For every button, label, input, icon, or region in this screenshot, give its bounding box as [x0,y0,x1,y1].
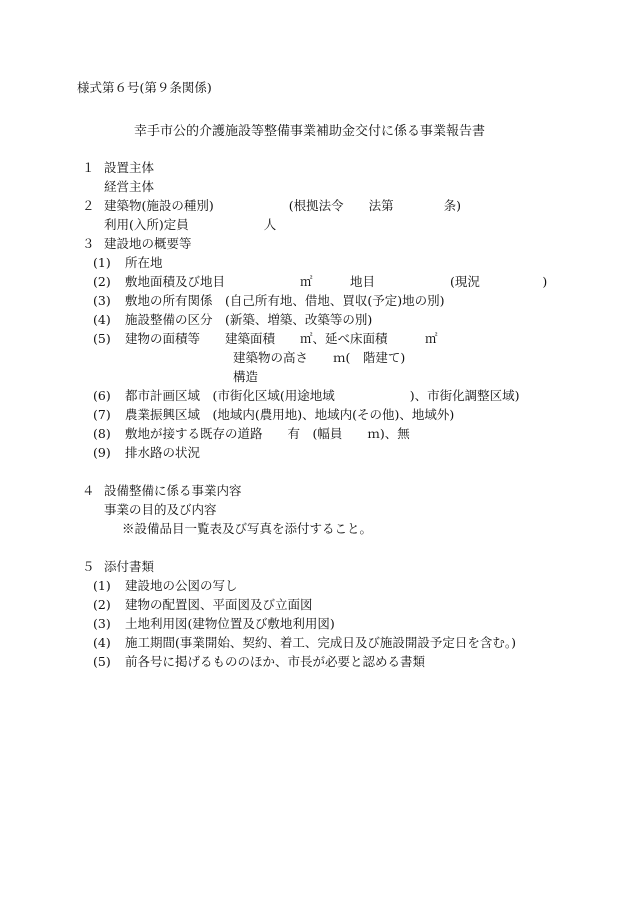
subitem-number: (3) [93,616,111,631]
item-text: 建築物(施設の種別) (根拠法令 法第 条) [104,198,462,213]
item-text: 建物の配置図、平面図及び立面図 [125,597,313,612]
subitem-number: (4) [93,635,111,650]
item-text: 前各号に掲げるもののほか、市長が必要と認める書類 [125,654,426,669]
section-number: １ [82,160,95,175]
item-text: 排水路の状況 [125,445,201,460]
item-text: 事業の目的及び内容 [104,502,217,517]
section-number: ３ [82,236,95,251]
section-heading: 建設地の概要等 [104,236,192,251]
item-text: 建築物の高さ ｍ( 階建て) [233,350,406,365]
item-text: 利用(入所)定員 人 [104,217,277,232]
subitem-number: (5) [93,331,111,346]
subitem-number: (4) [93,312,111,327]
subitem-number: (5) [93,654,111,669]
item-text: 施工期間(事業開始、契約、着工、完成日及び施設開設予定日を含む。) [125,635,517,650]
item-text: 建設地の公図の写し [125,578,238,593]
subitem-number: (6) [93,388,111,403]
item-text: 敷地面積及び地目 ㎡ 地目 (現況 ) [125,274,548,289]
item-text: 構造 [233,369,259,384]
document-title: 幸手市公的介護施設等整備事業補助金交付に係る事業報告書 [134,124,486,139]
section-heading: 添付書類 [104,559,155,574]
subitem-number: (2) [93,597,111,612]
form-number: 様式第６号(第９条関係) [77,80,212,95]
subitem-number: (9) [93,445,111,460]
item-text: 敷地の所有関係 (自己所有地、借地、買収(予定)地の別) [125,293,445,308]
subitem-number: (1) [93,578,111,593]
item-text: 所在地 [125,255,163,270]
subitem-number: (2) [93,274,111,289]
section-number: ４ [82,483,95,498]
note-text: ※設備品目一覧表及び写真を添付すること。 [122,521,373,536]
item-text: 設置主体 [104,160,155,175]
subitem-number: (1) [93,255,111,270]
section-number: ２ [82,198,95,213]
section-number: ５ [82,559,95,574]
section-heading: 設備整備に係る事業内容 [104,483,242,498]
item-text: 都市計画区域 (市街化区域(用途地域 )、市街化調整区域) [125,388,520,403]
item-text: 農業振興区域 (地域内(農用地)、地域内(その他)、地域外) [125,407,455,422]
subitem-number: (3) [93,293,111,308]
item-text: 施設整備の区分 (新築、増築、改築等の別) [125,312,373,327]
item-text: 土地利用図(建物位置及び敷地利用図) [125,616,335,631]
item-text: 経営主体 [104,179,155,194]
subitem-number: (8) [93,426,111,441]
item-text: 建物の面積等 建築面積 ㎡、延べ床面積 ㎡ [125,331,438,346]
item-text: 敷地が接する既存の道路 有 (幅員 ｍ)、無 [125,426,410,441]
subitem-number: (7) [93,407,111,422]
